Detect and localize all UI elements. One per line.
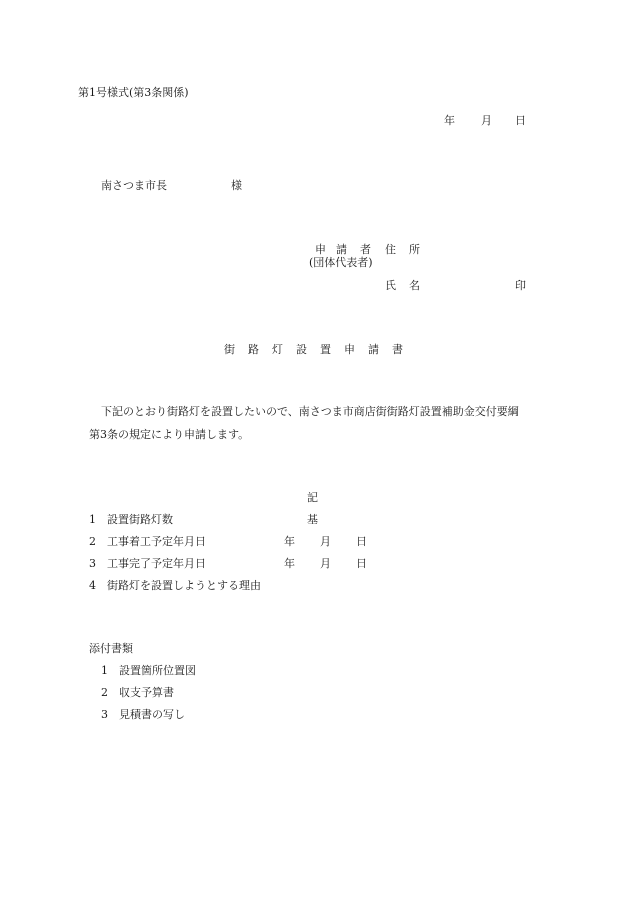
item-3-month: 月 [320, 557, 331, 570]
item-2-month: 月 [320, 535, 331, 548]
attachment-3-number: 3 [101, 708, 108, 721]
applicant-representative-note: (団体代表者) [309, 256, 373, 269]
item-2-label: 工事着工予定年月日 [107, 535, 206, 548]
title-char-7: 請 [368, 343, 379, 356]
attachment-2-number: 2 [101, 686, 108, 699]
form-number: 第1号様式(第3条関係) [78, 86, 189, 99]
name-label-char-1: 氏 [385, 279, 396, 292]
title-char-5: 置 [320, 343, 331, 356]
address-label-char-1: 住 [385, 243, 396, 256]
title-char-2: 路 [248, 343, 259, 356]
ki-heading: 記 [307, 491, 318, 504]
date-month: 月 [481, 114, 492, 127]
attachments-heading: 添付書類 [89, 642, 133, 655]
item-1-label: 設置街路灯数 [107, 513, 173, 526]
item-1-unit: 基 [307, 513, 318, 526]
item-4-label: 街路灯を設置しようとする理由 [107, 579, 261, 592]
item-4-number: 4 [89, 579, 96, 592]
attachment-3-label: 見積書の写し [119, 708, 185, 721]
item-1-number: 1 [89, 513, 96, 526]
addressee-honorific: 様 [231, 179, 242, 192]
item-3-year: 年 [284, 557, 295, 570]
title-char-6: 申 [344, 343, 355, 356]
title-char-4: 設 [296, 343, 307, 356]
applicant-label-char-2: 請 [336, 243, 347, 256]
item-2-year: 年 [284, 535, 295, 548]
addressee-name: 南さつま市長 [101, 179, 167, 192]
item-3-number: 3 [89, 557, 96, 570]
body-text-line-2: 第3条の規定により申請します。 [89, 428, 250, 441]
address-label-char-2: 所 [409, 243, 420, 256]
attachment-1-number: 1 [101, 664, 108, 677]
item-3-day: 日 [356, 557, 367, 570]
attachment-2-label: 収支予算書 [119, 686, 174, 699]
attachment-1-label: 設置箇所位置図 [119, 664, 196, 677]
date-year: 年 [444, 114, 455, 127]
item-3-label: 工事完了予定年月日 [107, 557, 206, 570]
title-char-3: 灯 [272, 343, 283, 356]
applicant-label-char-1: 申 [315, 243, 326, 256]
item-2-day: 日 [356, 535, 367, 548]
title-char-8: 書 [392, 343, 403, 356]
item-2-number: 2 [89, 535, 96, 548]
name-label-char-2: 名 [409, 279, 420, 292]
title-char-1: 街 [224, 343, 235, 356]
body-text-line-1: 下記のとおり街路灯を設置したいので、南さつま市商店街街路灯設置補助金交付要綱 [101, 405, 519, 418]
applicant-label-char-3: 者 [360, 243, 371, 256]
date-day: 日 [515, 114, 526, 127]
seal-mark: 印 [515, 279, 526, 292]
